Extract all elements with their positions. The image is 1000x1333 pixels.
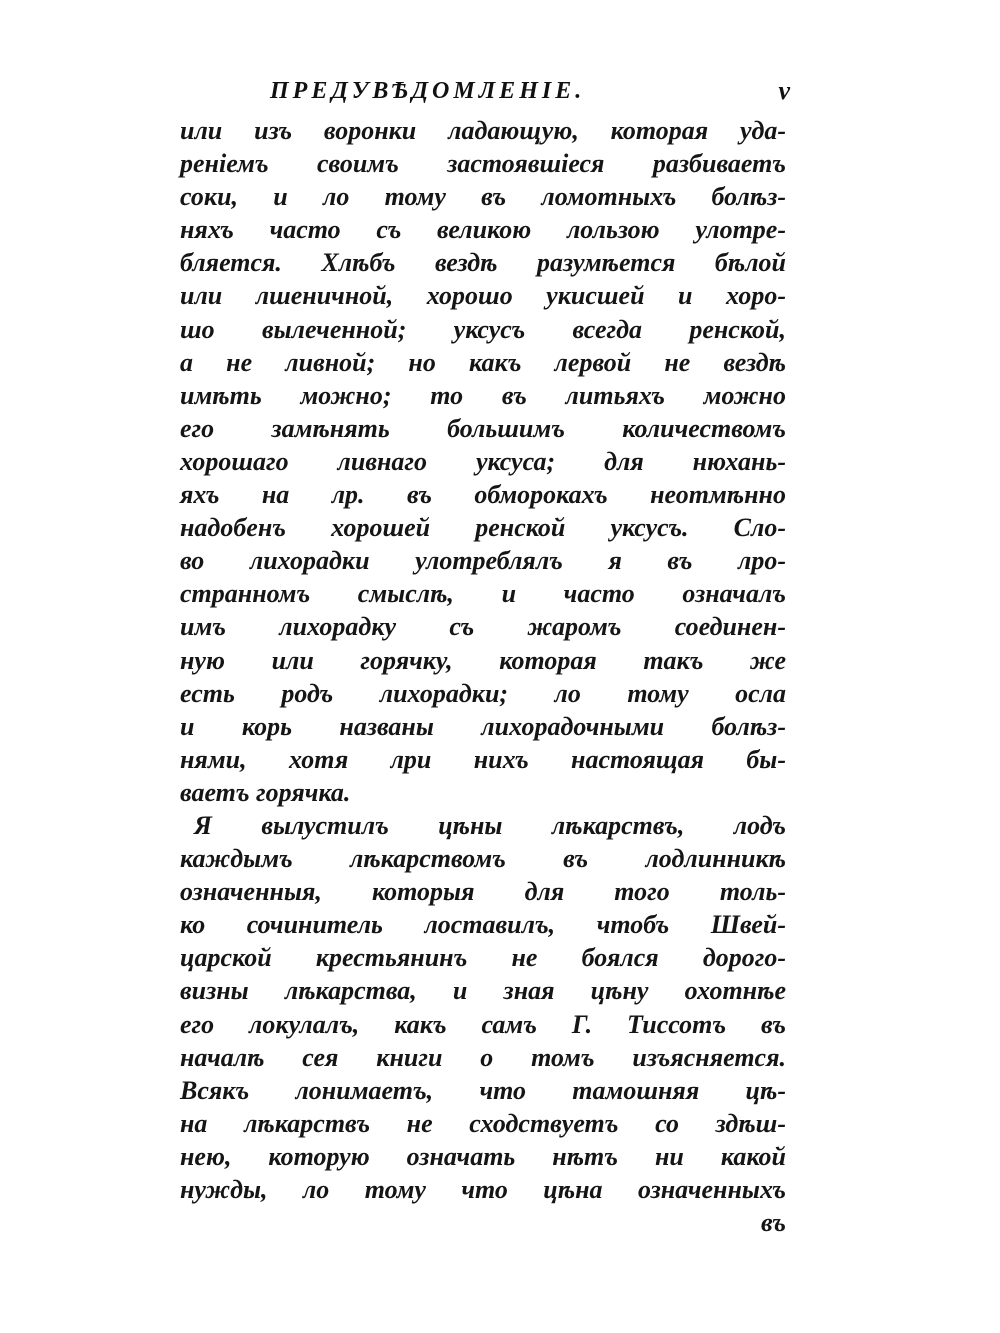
body-text xyxy=(180,114,786,1206)
text-line: во лихорадки улотреблялъ я въ лро- xyxy=(180,546,786,576)
text-line: на лѣкарствъ не сходствуетъ со здѣш- xyxy=(180,1108,786,1138)
text-line: нями, хотя лри нихъ настоящая бы- xyxy=(180,744,786,774)
text-line: и корь названы лихорадочными болѣз- xyxy=(180,711,786,741)
text-line: Я вылустилъ цѣны лѣкарствъ, лодъ xyxy=(194,810,786,840)
text-line: имъ лихорадку съ жаромъ соединен- xyxy=(180,612,786,642)
text-line: имѣть можно; то въ литьяхъ можно xyxy=(180,380,786,410)
text-line: странномъ смыслѣ, и часто означалъ xyxy=(180,579,786,609)
text-line: каждымъ лѣкарствомъ въ лодлинникѣ xyxy=(180,844,786,874)
text-line: означенныя, которыя для того толь- xyxy=(180,877,786,907)
text-line: хорошаго ливнаго уксуса; для нюхань- xyxy=(180,446,786,476)
text-line: няхъ часто съ великою лользою улотре- xyxy=(180,215,786,245)
text-line: Всякъ лонимаетъ, что тамошняя цѣ- xyxy=(180,1075,786,1105)
text-line: царской крестьянинъ не боялся дорого- xyxy=(180,943,786,973)
text-line: началѣ сея книги о томъ изъясняется. xyxy=(180,1042,786,1072)
text-line: а не ливной; но какъ лервой не вездѣ xyxy=(180,347,786,377)
page-title: ПРЕДУВѢДОМЛЕНIЕ. xyxy=(270,78,586,104)
text-line: яхъ на лр. въ обморокахъ неотмѣнно xyxy=(180,480,786,510)
text-line: или изъ воронки ладающую, которая уда- xyxy=(180,116,786,145)
text-line: нужды, ло тому что цѣна означенныхъ xyxy=(180,1175,786,1204)
text-line: соки, и ло тому въ ломотныхъ болѣз- xyxy=(180,182,786,212)
text-line: бляется. Хлѣбъ вездѣ разумѣется бѣлой xyxy=(180,248,786,278)
running-header xyxy=(180,78,790,112)
text-line: ренiемъ своимъ застоявшiеся разбиваетъ xyxy=(180,149,786,179)
text-line: ко сочинитель лоставилъ, чтобъ Швей- xyxy=(180,910,786,940)
text-line: надобенъ хорошей ренской уксусъ. Сло- xyxy=(180,513,786,543)
text-line: нею, которую означать нѣтъ ни какой xyxy=(180,1141,786,1171)
text-line: его замѣнять большимъ количествомъ xyxy=(180,413,786,443)
text-line: визны лѣкарства, и зная цѣну охотнѣе xyxy=(180,976,786,1006)
text-line: есть родъ лихорадки; ло тому осла xyxy=(180,678,786,708)
text-line: или лшеничной, хорошо укисшей и хоро- xyxy=(180,281,786,311)
text-line: ваетъ горячка. xyxy=(180,777,351,807)
text-line: шо вылеченной; уксусъ всегда ренской, xyxy=(180,314,786,344)
text-line: его локулалъ, какъ самъ Г. Тиссотъ въ xyxy=(180,1009,786,1039)
page-number: v xyxy=(778,76,790,105)
text-line: ную или горячку, которая такъ же xyxy=(180,645,786,675)
catchword: въ xyxy=(761,1208,786,1237)
